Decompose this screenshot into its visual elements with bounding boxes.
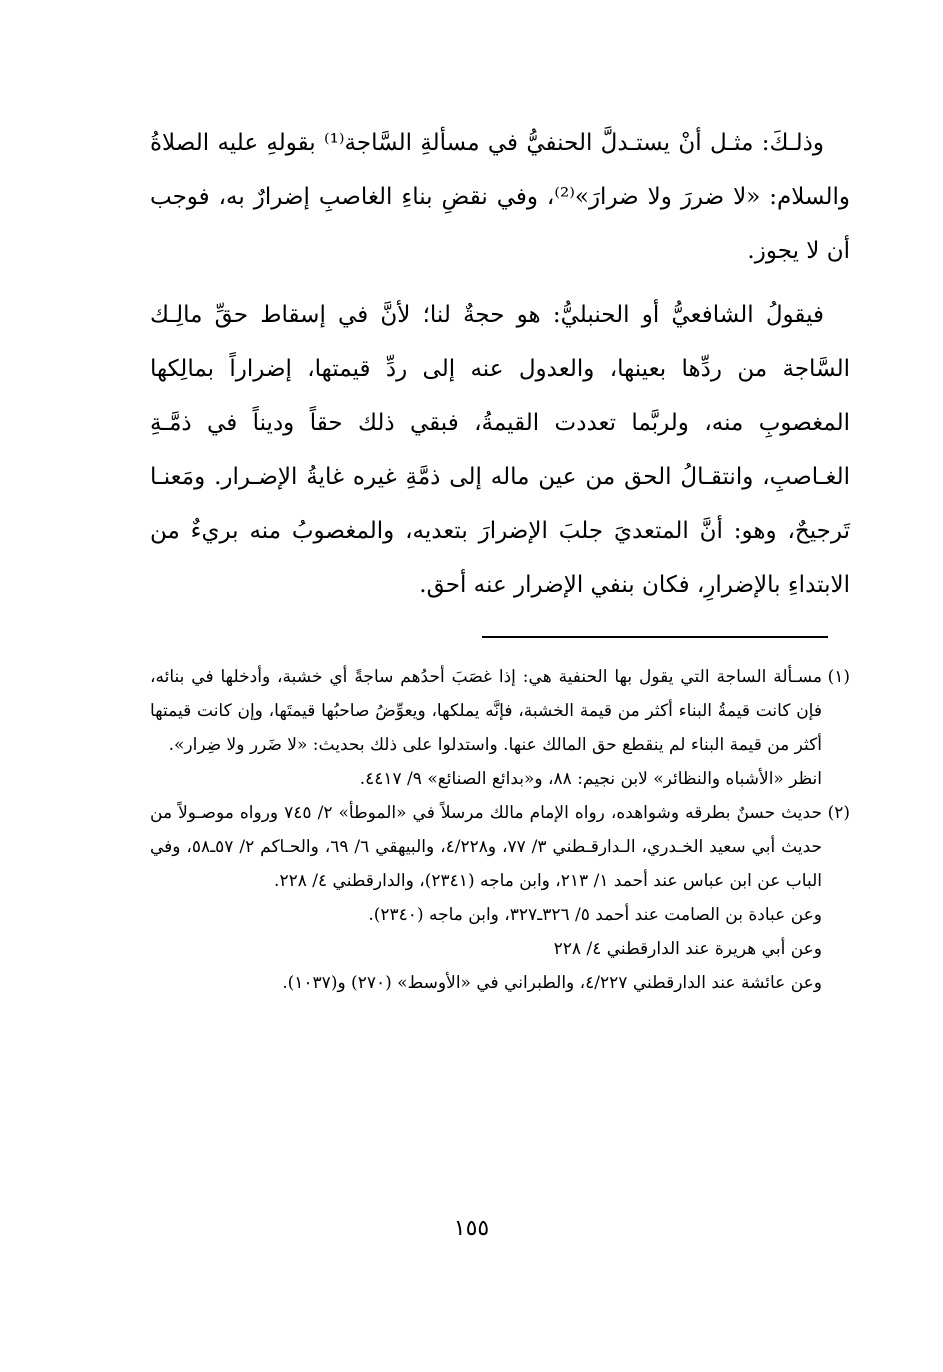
footnote-text: حديث حسنٌ بطرقه وشواهده، رواه الإمام مالك مرسلاً في «الموطأ» ٢/ ٧٤٥ ورواه موصـولاً من حديث أبي سعيد الخـدري، الـدارقـطني ٣/ ٧٧، و٤/٢٢٨، والبيهقي ٦/ ٦٩، والحـاكم ٢/ ٥٧ـ٥٨، وفي الباب عن ابن عباس عند أحمد ١/ ٢١٣، وابن ماجه (٢٣٤١)، والدارقطني ٤/ ٢٢٨. — [150, 803, 822, 891]
main-text — [150, 116, 850, 612]
footnote-number: (١) — [827, 667, 850, 687]
footnote-1 — [150, 660, 850, 796]
footnote-text: مسـألة الساجة التي يقول بها الحنفية هي: إذا غصَبَ أحدُهم ساجةً أي خشبة، وأدخلها في بنائه، فإن كانت قيمةُ البناء أكثر من قيمة الخشبة، فإنَّه يملكها، ويعوِّضُ صاحبُها قيمتَها، وإن كانت قيمتها أكثر من قيمة البناء لم ينقطع حق المالك عنها. واستدلوا على ذلك بحديث: «لا ضَرر ولا ضِرار». — [150, 667, 822, 755]
paragraph-2: فيقولُ الشافعيُّ أو الحنبليُّ: هو حجةٌ لنا؛ لأنَّ في إسقاط حقِّ مالِـك السَّاجة من ردِّها بعينها، والعدول عنه إلى ردِّ قيمتها، إضراراً بمالِكها المغصوبِ منه، ولربَّما تعددت القيمةُ، فبقي ذلك حقاً وديناً في ذمَّـةِ الغـاصبِ، وانتقـالُ الحق من عين ماله إلى ذمَّةِ غيره غايةُ الإضـرار. ومَعنـا تَرجيحٌ، وهو: أنَّ المتعديَ جلبَ الإضرارَ بتعديه، والمغصوبُ منه بريءٌ من الابتداءِ بالإضرارِ، فكان بنفي الإضرار عنه أحق. — [150, 302, 850, 598]
footnote-source: انظر «الأشباه والنظائر» لابن نجيم: ٨٨، و«بدائع الصنائع» ٩/ ٤٤١٧. — [359, 769, 822, 789]
footnote-2 — [150, 796, 850, 1000]
footnote-line: وعن عبادة بن الصامت عند أحمد ٥/ ٣٢٦ـ٣٢٧، وابن ماجه (٢٣٤٠). — [368, 905, 822, 925]
footnote-separator — [482, 636, 828, 638]
page-number: ١٥٥ — [453, 1216, 490, 1241]
paragraph-1: وذلـكَ: مثـل أنْ يستـدلَّ الحنفيُّ في مسألةِ السَّاجة⁽¹⁾ بقولهِ عليه الصلاةُ والسلام: «لا ضررَ ولا ضرارَ»⁽²⁾، وفي نقضِ بناءِ الغاصبِ إضرارٌ به، فوجب أن لا يجوز. — [150, 130, 850, 264]
footnote-line: وعن عائشة عند الدارقطني ٤/٢٢٧، والطبراني في «الأوسط» (٢٧٠) و(١٠٣٧). — [282, 973, 822, 993]
footnotes — [150, 660, 850, 1000]
footnote-line: وعن أبي هريرة عند الدارقطني ٤/ ٢٢٨ — [553, 939, 822, 959]
footnote-number: (٢) — [827, 803, 850, 823]
